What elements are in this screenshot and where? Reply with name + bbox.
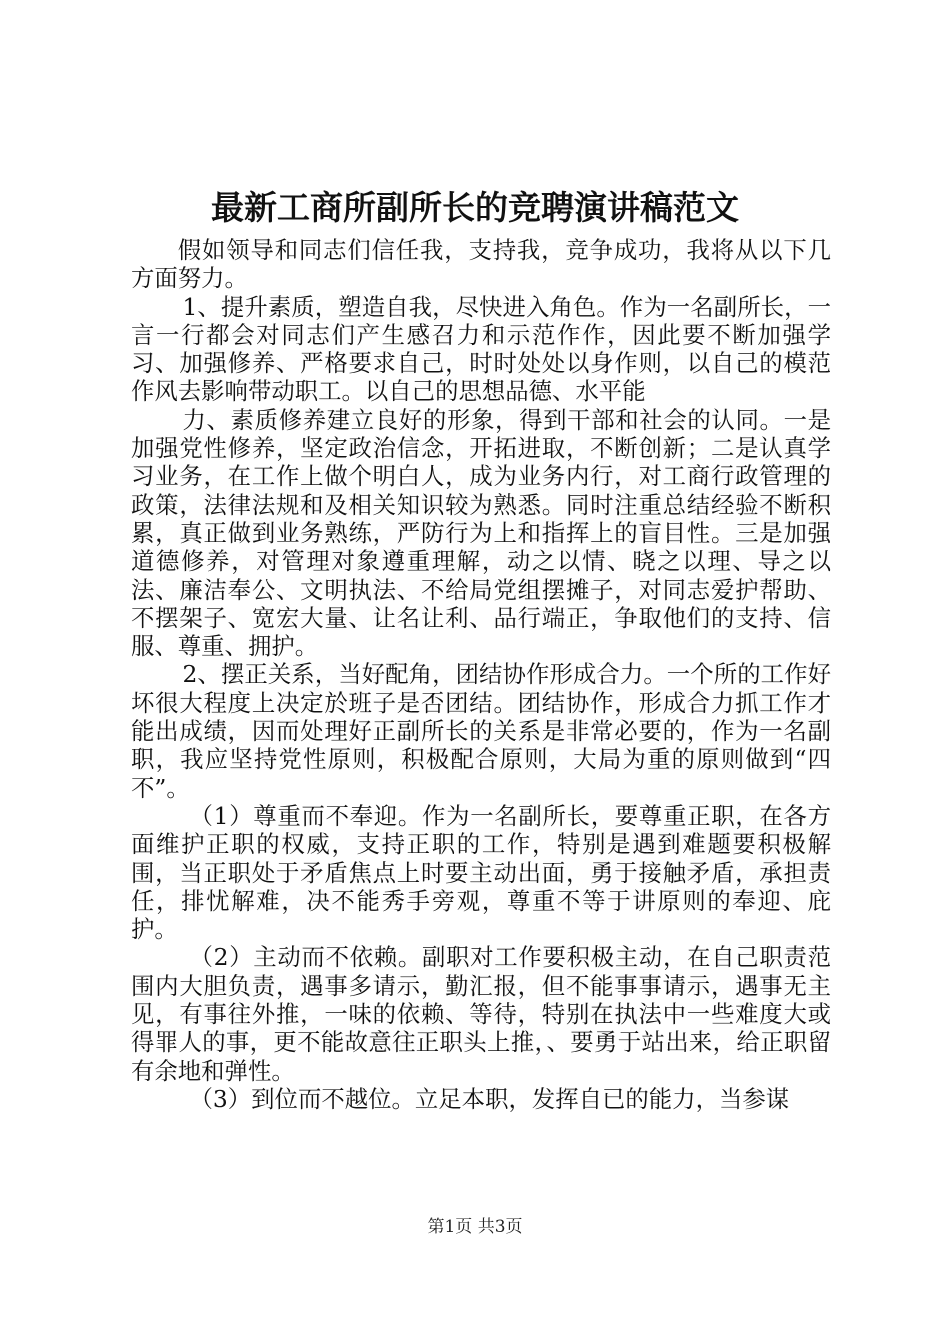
paragraph-point-2: 2、摆正关系，当好配角，团结协作形成合力。一个所的工作好坏很大程度上决定於班子是否团结。团结协作，形成合力抓工作才能出成绩，因而处理好正副所长的关系是非常必要的，作为一名副职，我应坚持党性原则，积极配合原则，大局为重的原则做到“四不”。 — [131, 660, 831, 802]
document-title: 最新工商所副所长的竞聘演讲稿范文 — [211, 188, 739, 227]
paragraph-subpoint-2: （2）主动而不依赖。副职对工作要积极主动，在自己职责范围内大胆负责，遇事多请示，勤汇报，但不能事事请示，遇事无主见，有事往外推，一味的依赖、等待，特别在执法中一些难度大或得罪人的事，更不能故意往正职头上推，、要勇于站出来，给正职留有余地和弹性。 — [131, 943, 831, 1085]
paragraph-subpoint-1: （1）尊重而不奉迎。作为一名副所长，要尊重正职，在各方面维护正职的权威，支持正职的工作，特别是遇到难题要积极解围，当正职处于矛盾焦点上时要主动出面，勇于接触矛盾，承担责任，排忧解难，决不能秀手旁观，尊重不等于讲原则的奉迎、庇护。 — [131, 801, 831, 944]
page-footer: 第1页 共3页 — [427, 1217, 523, 1237]
paragraph-subpoint-3: （3）到位而不越位。立足本职，发挥自已的能力，当参谋 — [189, 1084, 790, 1113]
paragraph-point-1-continued: 力、素质修养建立良好的形象，得到干部和社会的认同。一是加强党性修养，坚定政治信念，开拓进取，不断创新；二是认真学习业务，在工作上做个明白人，成为业务内行，对工商行政管理的政策，法律法规和及相关知识较为熟悉。同时注重总结经验不断积累，真正做到业务熟练，严防行为上和指挥上的盲目性。三是加强道德修养，对管理对象遵重理解，动之以情、晓之以理、导之以法、廉洁奉公、文明执法、不给局党组摆摊子，对同志爱护帮助、不摆架子、宽宏大量、让名让利、品行端正，争取他们的支持、信服、尊重、拥护。 — [131, 405, 831, 661]
document-body — [131, 236, 831, 1113]
paragraph-intro: 假如领导和同志们信任我，支持我，竞争成功，我将从以下几方面努力。 — [131, 236, 831, 293]
paragraph-point-1: 1、提升素质，塑造自我，尽快进入角色。作为一名副所长，一言一行都会对同志们产生感召力和示范作作，因此要不断加强学习、加强修养、严格要求自己，时时处处以身作则，以自己的模范作风去影响带动职工。以自己的思想品德、水平能 — [131, 292, 831, 406]
